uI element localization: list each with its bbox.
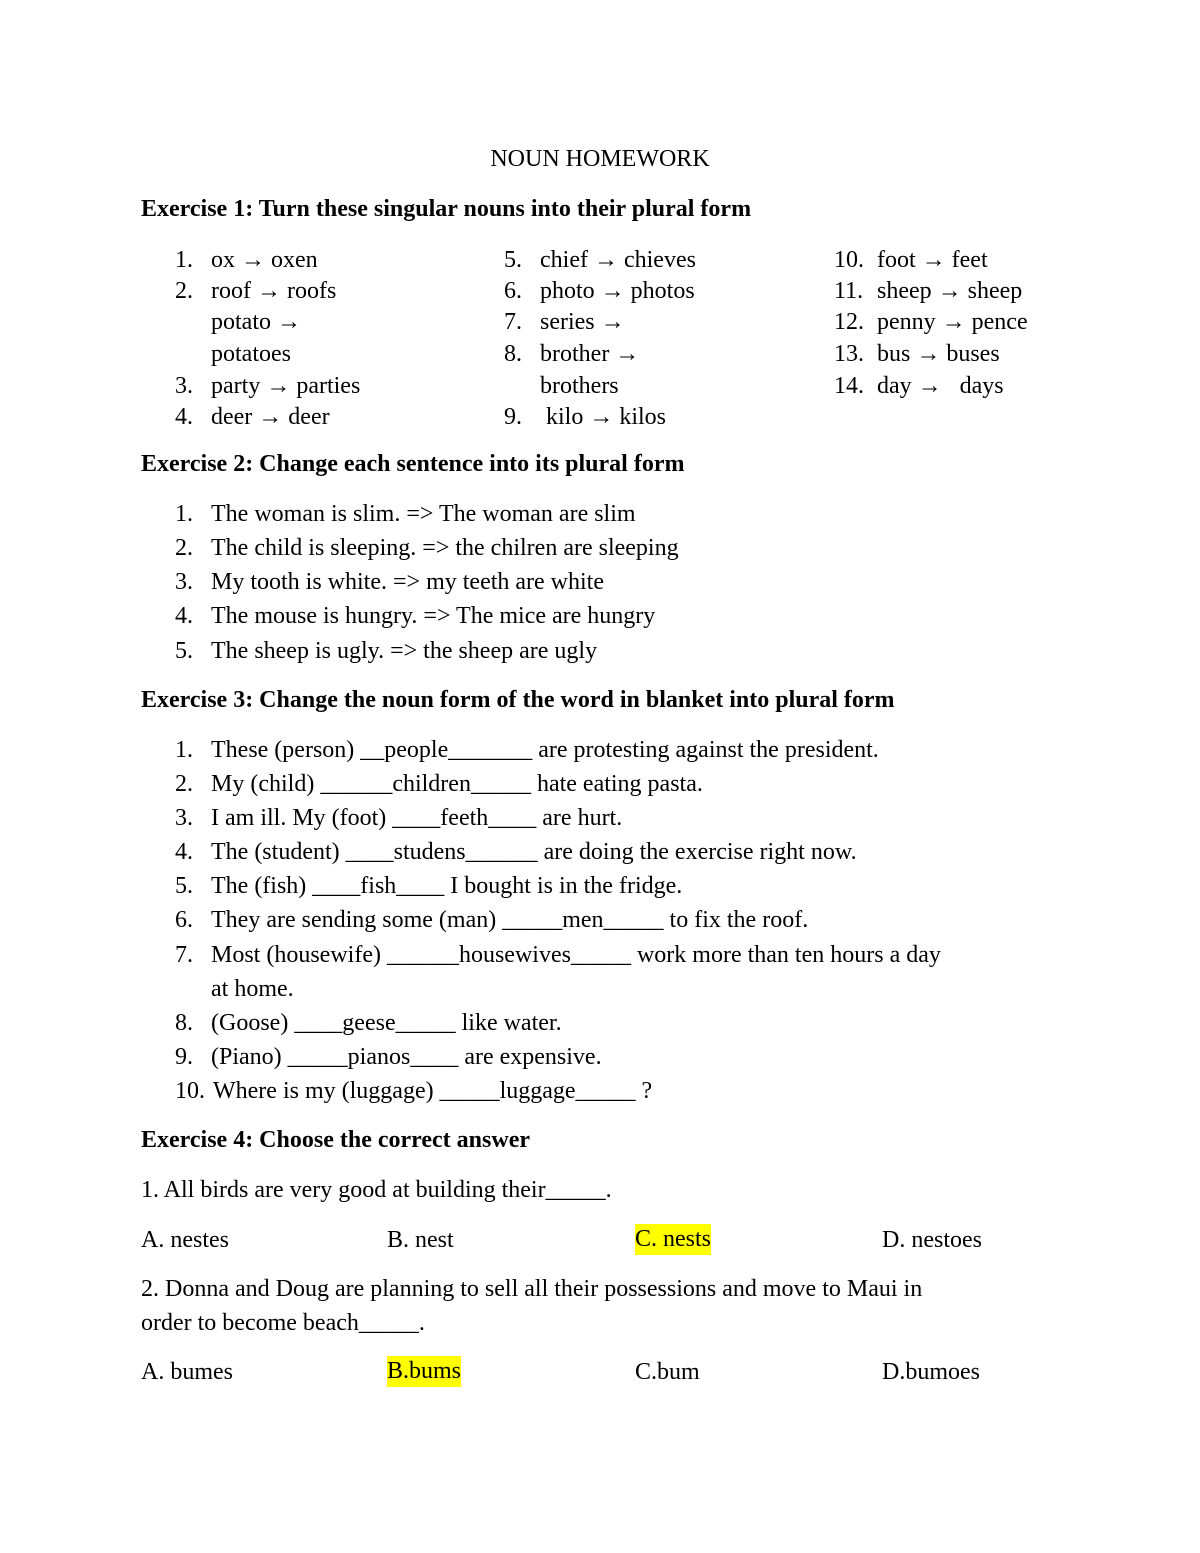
list-number: 5. (504, 247, 522, 273)
list-item: The (student) ____studens______ are doing the exercise right now. (211, 839, 857, 865)
list-item: at home. (211, 976, 294, 1002)
list-item: party → parties (211, 373, 361, 399)
option-d: D. nestoes (882, 1227, 982, 1253)
list-number: 10. (175, 1078, 205, 1104)
list-item: ox → oxen (211, 247, 318, 273)
option-a: A. bumes (141, 1359, 233, 1385)
list-item: Where is my (luggage) _____luggage_____ ? (213, 1078, 653, 1104)
list-number: 1. (175, 247, 193, 273)
list-number: 2. (175, 535, 193, 561)
list-item: My (child) ______children_____ hate eating pasta. (211, 771, 703, 797)
list-number: 11. (834, 278, 864, 304)
list-item: My tooth is white. => my teeth are white (211, 569, 604, 595)
list-item: (Piano) _____pianos____ are expensive. (211, 1044, 602, 1070)
list-item: They are sending some (man) _____men_____ to fix the roof. (211, 907, 809, 933)
list-number: 8. (504, 341, 522, 367)
option-b-highlighted: B.bums (387, 1356, 461, 1387)
question-2-line-1: 2. Donna and Doug are planning to sell all their possessions and move to Maui in (141, 1276, 923, 1302)
option-d: D.bumoes (882, 1359, 980, 1385)
list-item: brother → (540, 341, 640, 367)
list-number: 9. (504, 404, 522, 430)
list-item: foot → feet (877, 247, 988, 273)
list-number: 14. (834, 373, 864, 399)
list-item: day → days (877, 373, 1004, 399)
list-item: photo → photos (540, 278, 695, 304)
list-item: I am ill. My (foot) ____feeth____ are hurt. (211, 805, 623, 831)
list-number: 2. (175, 278, 193, 304)
list-item: chief → chieves (540, 247, 696, 273)
list-item: These (person) __people_______ are protesting against the president. (211, 737, 879, 763)
list-item: The child is sleeping. => the chilren are sleeping (211, 535, 679, 561)
list-item: The sheep is ugly. => the sheep are ugly (211, 638, 598, 664)
option-b: B. nest (387, 1227, 454, 1253)
list-number: 6. (504, 278, 522, 304)
list-number: 3. (175, 373, 193, 399)
list-item: The woman is slim. => The woman are slim (211, 501, 636, 527)
list-item: kilo → kilos (540, 404, 667, 430)
list-item: The mouse is hungry. => The mice are hungry (211, 603, 656, 629)
list-item: Most (housewife) ______housewives_____ work more than ten hours a day (211, 942, 941, 968)
list-item: deer → deer (211, 404, 330, 430)
list-number: 12. (834, 309, 864, 335)
list-number: 1. (175, 501, 193, 527)
list-number: 5. (175, 638, 193, 664)
exercise-3-heading: Exercise 3: Change the noun form of the word in blanket into plural form (141, 687, 895, 713)
list-number: 5. (175, 873, 193, 899)
list-number: 6. (175, 907, 193, 933)
list-item: series → (540, 309, 625, 335)
exercise-1-heading: Exercise 1: Turn these singular nouns into their plural form (141, 196, 752, 222)
list-number: 10. (834, 247, 864, 273)
list-item: (Goose) ____geese_____ like water. (211, 1010, 562, 1036)
list-number: 3. (175, 805, 193, 831)
list-number: 1. (175, 737, 193, 763)
list-item: potato → (211, 309, 301, 335)
exercise-2-heading: Exercise 2: Change each sentence into its plural form (141, 451, 685, 477)
question-1: 1. All birds are very good at building their_____. (141, 1177, 612, 1203)
list-item: potatoes (211, 341, 291, 367)
list-number: 4. (175, 603, 193, 629)
list-number: 8. (175, 1010, 193, 1036)
list-number: 3. (175, 569, 193, 595)
list-item: roof → roofs (211, 278, 337, 304)
question-2-line-2: order to become beach_____. (141, 1310, 425, 1336)
page-title: NOUN HOMEWORK (490, 146, 710, 172)
list-number: 4. (175, 839, 193, 865)
list-item: sheep → sheep (877, 278, 1023, 304)
option-c-highlighted: C. nests (635, 1224, 711, 1255)
list-item: The (fish) ____fish____ I bought is in the fridge. (211, 873, 683, 899)
list-item: bus → buses (877, 341, 1000, 367)
list-number: 13. (834, 341, 864, 367)
list-number: 7. (504, 309, 522, 335)
exercise-4-heading: Exercise 4: Choose the correct answer (141, 1127, 530, 1153)
list-item: penny → pence (877, 309, 1028, 335)
list-number: 7. (175, 942, 193, 968)
list-number: 9. (175, 1044, 193, 1070)
option-a: A. nestes (141, 1227, 229, 1253)
option-c: C.bum (635, 1359, 700, 1385)
list-number: 2. (175, 771, 193, 797)
list-item: brothers (540, 373, 619, 399)
list-number: 4. (175, 404, 193, 430)
